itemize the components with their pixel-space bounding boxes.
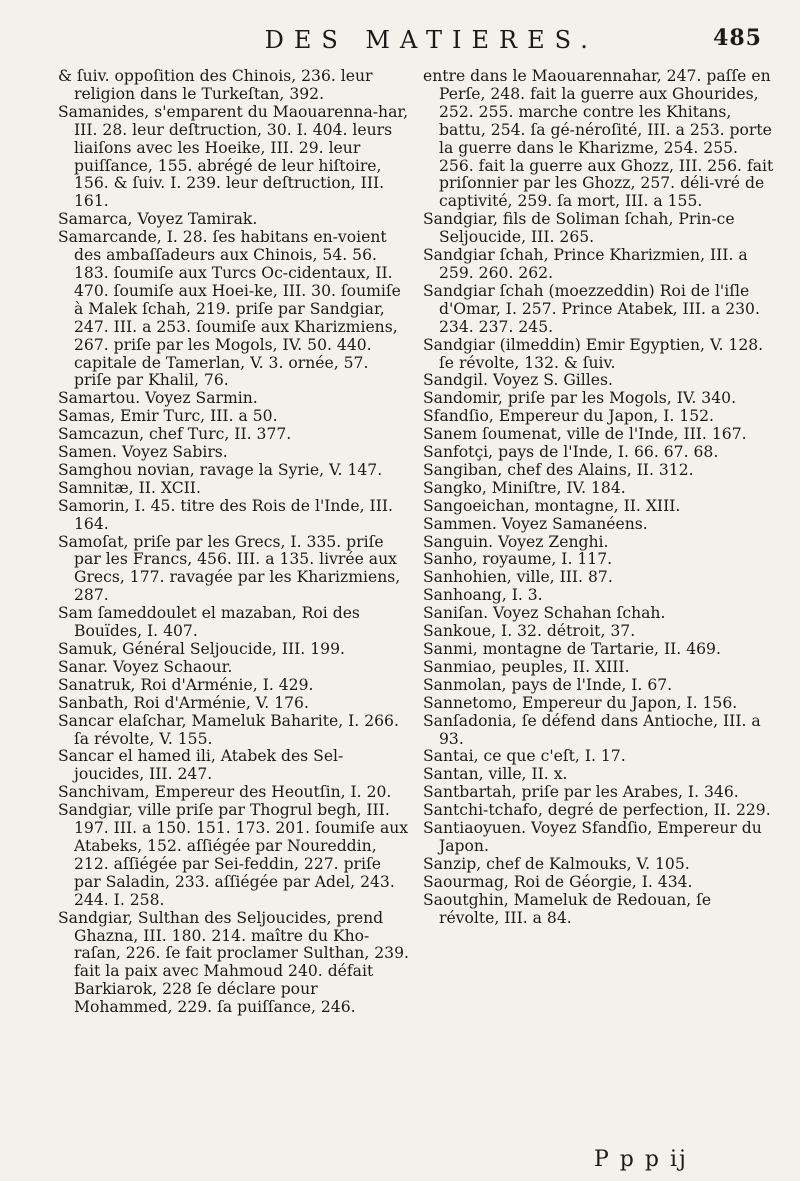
index-entry: Saourmag, Roi de Géorgie, I. 434. [423, 872, 693, 891]
index-entry: Sanhohien, ville, III. 87. [423, 568, 613, 587]
running-title-right: ATIERES. [400, 26, 598, 54]
index-entry: Santiaoyuen. Voyez Sfandſio, Empereur du Japon. [423, 819, 762, 855]
index-entry: Samoſat, priſe par les Grecs, I. 335. priſe par les Francs, 456. III. a 135. livrée aux Grecs, 177. ravagée par les Kharizmiens, 287. [58, 532, 401, 605]
index-entry: Samarca, Voyez Tamirak. [58, 210, 258, 229]
index-entry: Sanho, royaume, I. 117. [423, 550, 613, 569]
index-entry: Sandomir, priſe par les Mogols, IV. 340. [423, 389, 737, 408]
index-entry: Santbartah, priſe par les Arabes, I. 346. [423, 783, 739, 802]
index-entry: Sammen. Voyez Samanéens. [423, 514, 648, 533]
signature-mark: P p p ij [594, 1147, 688, 1172]
index-entry: Sangoeichan, montagne, II. XIII. [423, 496, 681, 515]
index-entry: Santan, ville, II. x. [423, 765, 568, 784]
index-entry: Samarcande, I. 28. ſes habitans en-voient des ambaſſadeurs aux Chinois, 54. 56. 183. ſoumiſe aux Turcs Oc-cidentaux, II. 470. ſoumiſe aux Hoei-ke, III. 30. ſoumiſe à Malek ſchah, 219. priſe par Sandgiar, 247. III. a 253. ſoumiſe aux Kharizmiens, 267. priſe par les Mogols, IV. 50. 440. capitale de Tamerlan, V. 3. ornée, 57. priſe par Khalil, 76. [58, 228, 401, 390]
index-entry: Samuk, Général Seljoucide, III. 199. [58, 640, 345, 658]
index-entry: Sandgil. Voyez S. Gilles. [423, 371, 613, 390]
index-entry: Samen. Voyez Sabirs. [58, 443, 228, 462]
index-entry: Sangko, Miniſtre, IV. 184. [423, 478, 626, 497]
index-entry: Sanmolan, pays de l'Inde, I. 67. [423, 675, 673, 694]
index-entry: Sanar. Voyez Schaour. [58, 657, 233, 676]
index-entry: Sankoue, I. 32. détroit, 37. [423, 622, 636, 641]
index-entry: Sanzip, chef de Kalmouks, V. 105. [423, 854, 690, 873]
index-entry: Sanbath, Roi d'Arménie, V. 176. [58, 693, 309, 712]
index-entry: Sfandſio, Empereur du Japon, I. 152. [423, 407, 715, 426]
page-number: 485 [713, 25, 762, 51]
index-entry: Samas, Emir Turc, III. a 50. [58, 407, 278, 426]
index-entry: Sandgiar (ilmeddin) Emir Egyptien, V. 128. ſe révolte, 132. & ſuiv. [423, 335, 764, 372]
index-entry: Saoutghin, Mameluk de Redouan, ſe révolte, III. a 84. [423, 890, 712, 927]
running-title-left: DES M [264, 26, 400, 54]
index-entry: Samorin, I. 45. titre des Rois de l'Inde, III. 164. [58, 496, 393, 533]
index-entry: Santchi-tchafo, degré de perfection, II. 229. [423, 801, 771, 820]
index-column-right [423, 68, 775, 928]
index-entry: Sanmi, montagne de Tartarie, II. 469. [423, 640, 721, 658]
index-entry: Santai, ce que c'eſt, I. 17. [423, 747, 626, 766]
index-entry: Sam ſameddoulet el mazaban, Roi des Bouïdes, I. 407. [58, 604, 360, 641]
index-entry: Sanem ſoumenat, ville de l'Inde, III. 167. [423, 425, 747, 444]
index-entry: Sannetomo, Empereur du Japon, I. 156. [423, 693, 738, 712]
index-entry: Sandgiar, Sulthan des Seljoucides, prend Ghazna, III. 180. 214. maître du Kho-raſan, 226. ſe fait proclamer Sulthan, 239. fait la paix avec Mahmoud 240. défait Barkiarok, 228 ſe déclare pour Mohammed, 229. ſa puiſſance, 246. [58, 908, 409, 1017]
index-entry: Sancar elaſchar, Mameluk Baharite, I. 266. ſa révolte, V. 155. [58, 711, 399, 748]
index-entry: Sandgiar ſchah (moezzeddin) Roi de l'iſle d'Omar, I. 257. Prince Atabek, III. a 230. 234. 237. 245. [423, 281, 760, 336]
index-entry: Sanmiao, peuples, II. XIII. [423, 657, 630, 676]
index-column-left [58, 68, 410, 1017]
index-entry: Sangiban, chef des Alains, II. 312. [423, 460, 694, 479]
index-entry: Sanchivam, Empereur des Heoutſin, I. 20. [58, 783, 392, 802]
index-entry: Sanhoang, I. 3. [423, 586, 543, 605]
index-entry: Sanatruk, Roi d'Arménie, I. 429. [58, 675, 314, 694]
index-entry: & ſuiv. oppoſition des Chinois, 236. leur religion dans le Turkeſtan, 392. [58, 67, 373, 103]
index-entry: Sanguin. Voyez Zenghi. [423, 532, 609, 551]
index-entry: Samcazun, chef Turc, II. 377. [58, 425, 292, 444]
index-entry: Sandgiar ſchah, Prince Kharizmien, III. a 259. 260. 262. [423, 246, 748, 282]
index-entry: Samnitæ, II. XCII. [58, 478, 201, 497]
index-entry: Sanfotçi, pays de l'Inde, I. 66. 67. 68. [423, 443, 719, 462]
running-header [0, 10, 800, 60]
index-entry: Sancar el hamed ili, Atabek des Sel-joucides, III. 247. [58, 747, 344, 784]
index-entry: Samartou. Voyez Sarmin. [58, 389, 258, 408]
index-entry: entre dans le Maouarennahar, 247. paſſe en Perſe, 248. fait la guerre aux Ghourides, 252. 255. marche contre les Khitans, battu, 254. ſa gé-néroſité, III. a 253. porte la guerre dans le Kharizme, 254. 255. 256. fait la guerre aux Ghozz, III. 256. fait priſonnier par les Ghozz, 257. déli-vré de captivité, 259. ſa mort, III. a 155. [423, 67, 774, 211]
index-entry: Sandgiar, fils de Soliman ſchah, Prin-ce Seljoucide, III. 265. [423, 210, 735, 247]
index-entry: Saniſan. Voyez Schahan ſchah. [423, 604, 666, 623]
index-entry: Samghou novian, ravage la Syrie, V. 147. [58, 460, 383, 479]
index-entry: Sandgiar, ville priſe par Thogrul begh, III. 197. III. a 150. 151. 173. 201. ſoumiſe aux Atabeks, 152. aſſiégée par Noureddin, 212. aſſiégée par Sei-feddin, 227. priſe par Saladin, 233. aſſiégée par Adel, 243. 244. I. 258. [58, 801, 409, 909]
index-entry: Samanides, s'emparent du Maouarenna-har, III. 28. leur deſtruction, 30. I. 404. leurs liaiſons avec les Hoeike, III. 29. leur puiſſance, 155. abrégé de leur hiſtoire, 156. & ſuiv. I. 239. leur deſtruction, III. 161. [58, 102, 409, 211]
index-entry: Sanſadonia, ſe défend dans Antioche, III. a 93. [423, 711, 761, 748]
